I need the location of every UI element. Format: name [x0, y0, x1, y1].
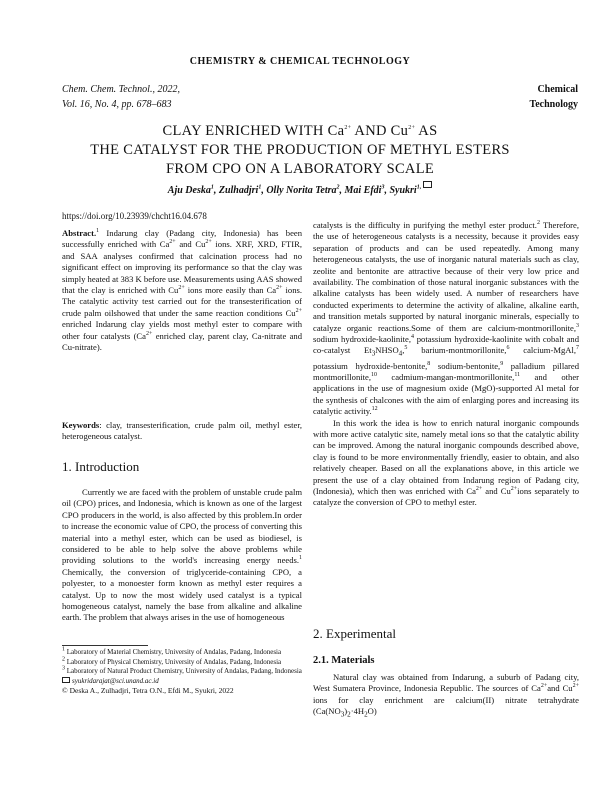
footnotes: [62, 648, 302, 696]
envelope-icon: [423, 181, 432, 188]
article-title: [40, 122, 560, 179]
keywords-text: : clay, transesterification, crude palm oil, methyl ester, heterogeneous catalyst.: [62, 420, 302, 442]
title-line-2: THE CATALYST FOR THE PRODUCTION OF METHYL ESTERS: [90, 142, 510, 158]
author-name: Aju Deska: [167, 185, 211, 196]
citation-line-1: Chem. Chem. Technol., 2022,: [62, 84, 180, 95]
title-line-1: CLAY ENRICHED WITH $Ca^{2+}$ AND $Cu^{2+}$ AS: [162, 123, 438, 139]
abstract-text: Abstract.$^1$ Indarung clay (Padang city, Indonesia) has been successfully enriched with $Ca^{2+}$ and $Cu^{2+}$ ions. XRF, XRD, FTIR, and SAA analyses confirmed that calcination process had no significant effect on improving its performance so that the clay was simply heated at 383 K before use. Measurements using AAS showed that the clay is enriched with $Cu^{2+}$ ions more easily than $Ca^{2+}$ ions. The catalytic activity test carried out for the transesterification of crude palm oilshowed that under the same reaction conditions $Cu^{2+}$ enriched Indarung clay yields most methyl ester to compare with other four catalysts ($Ca^{2+}$ enriched clay, parent clay, Ca-nitrate and Cu-nitrate).: [62, 228, 303, 353]
subsection-heading-materials: 2.1. Materials: [313, 655, 375, 666]
materials-paragraph: Natural clay was obtained from Indarung, a suburb of Padang city, West Sumatera Province, Indonesia Republic. The sources of $Ca^{2+}and$ $Cu^{2+}$ ions for clay enrichment are calcium(II) nitrate tetrahydrate $(Ca(NO_3)_2\cdot 4H_2O)$: [313, 672, 579, 719]
footnote-email[interactable]: syukridarajat@sci.unand.ac.id: [62, 677, 302, 687]
section-heading-experimental: 2. Experimental: [313, 626, 397, 641]
citation-info: [62, 82, 180, 112]
author-name: Olly Norita Tetra: [266, 185, 337, 196]
footnote-affiliation-2: $^2$ Laboratory of Physical Chemistry, University of Andalas, Padang, Indonesia: [62, 656, 282, 666]
doi-link[interactable]: https://doi.org/10.23939/chcht16.04.678: [62, 211, 207, 221]
intro-paragraph-continued: catalysts is the difficulty in purifying the methyl ester product.$^2$ Therefore, the use of heterogeneous catalysts is a necessity, because it provides easy separation of products and can be used repeatedly. Among many heterogeneous catalysts, the use of inorganic natural materials such as clay, zeolite and bentonite are attractive because of their very low price and availability. The combination of those natural inorganic substances with the alkaline catalysts has been widely used. A number of researchers have conducted experiments to determine the activity of alkaline, alkaline earth, and transition metals supported by natural inorganic minerals, especially to catalyze organic reactions.Some of them are calcium-montmorillonite,$^3$ sodium hydroxide-kaolinite,$^4$ potassium hydroxide-kaolinite with cobalt and co-catalyst $Et_3NHSO_4,^5$ barium-montmorillonite,$^6$ calcium-MgAl,$^7$ potassium hydroxide-bentonite,$^8$ sodium-bentonite,$^9$ palladium pillared montmorillonite,$^{10}$ cadmium-mangan-montmorillonite,$^{11}$ and other applications in the use of magnesium oxide (MgO)-supported Al metal for the synthesis of chalcones with the aim of enlarging pores and increasing its catalytic activity.$^{12}$ In this work the idea is how to enrich natural inorganic compounds with more active catalytic site, namely metal ions so that the catalytic ability can be improved. Among the natural inorganic compounds described above, clay is found to be more environmentally friendly, easier to obtain, and also relatively cheaper. Based on all the explanations above, in this article we present the use of a clay obtained from Indarung region of Padang city, (Indonesia), which then was enriched with $Ca^{2+}$ and $Cu^{2+}ions$ separately to catalyze the conversion of CPO to methyl ester.: [313, 220, 580, 508]
author-name: Mai Efdi: [344, 185, 382, 196]
journal-header: CHEMISTRY & CHEMICAL TECHNOLOGY: [189, 56, 411, 67]
title-line-3: FROM CPO ON A LABORATORY SCALE: [165, 161, 435, 177]
copyright: © Deska A., Zulhadjri, Tetra O.N., Efdi M., Syukri, 2022: [62, 686, 234, 696]
journal-name-line-1: Chemical: [537, 84, 578, 95]
author-name: Zulhadjri: [218, 185, 259, 196]
footnote-divider: [62, 645, 148, 646]
author-name: Syukri: [389, 185, 417, 196]
abstract: [62, 228, 302, 353]
citation-line-2: Vol. 16, No. 4, pp. 678–683: [62, 99, 172, 110]
keywords: [62, 420, 302, 443]
intro-paragraph-1: Currently we are faced with the problem of unstable crude palm oil (CPO) prices, and Indonesia, which is known as one of the largest CPO producers in the world, is also affected by this problem.In order to increase the economic value of CPO, the process of converting this material into a methyl ester, which can be used as biodiesel, is considered to be able to help solve the above problems while providing solutions to the world's increasing energy needs.$^1$ Chemically, the conversion of triglyceride-containing CPO, a polyester, to a monoester form known as methyl ester requires a catalyst. Up to now the most widely used catalyst is a typical homogeneous catalyst, namely the base from alkaline and alkaline earth. The problem that always arises in the use of homogeneous: [62, 487, 303, 623]
section-heading-introduction: 1. Introduction: [62, 459, 140, 474]
intro-paragraph-3: In this work the idea is how to enrich natural inorganic compounds with more active catalytic site, namely metal ions so that the catalytic ability can be improved. Among the natural inorganic compounds described above, clay is found to be more environmentally friendly, easier to obtain, and also relatively cheaper. Based on all the explanations above, in this article we present the use of a clay obtained from Indarung region of Padang city, (Indonesia), which then was enriched with $Ca^{2+}$ and $Cu^{2+}ions$ separately to catalyze the conversion of CPO to methyl ester.: [313, 417, 579, 508]
footnote-affiliation-3: $^3$ Laboratory of Natural Product Chemistry, University of Andalas, Padang, Indonesia: [62, 665, 302, 676]
keywords-label: Keywords: [62, 420, 100, 430]
journal-name: [529, 82, 578, 112]
author-list: Aju Deska$^1$, Zulhadjri$^1$, Olly Norita Tetra$^2$, Mai Efdi$^3$, Syukri$^{1,}$: [40, 185, 560, 196]
envelope-icon: [62, 677, 70, 683]
journal-name-line-2: Technology: [529, 99, 578, 110]
footnote-affiliation-1: $^1$ Laboratory of Material Chemistry, University of Andalas, Padang, Indonesia: [62, 646, 282, 656]
